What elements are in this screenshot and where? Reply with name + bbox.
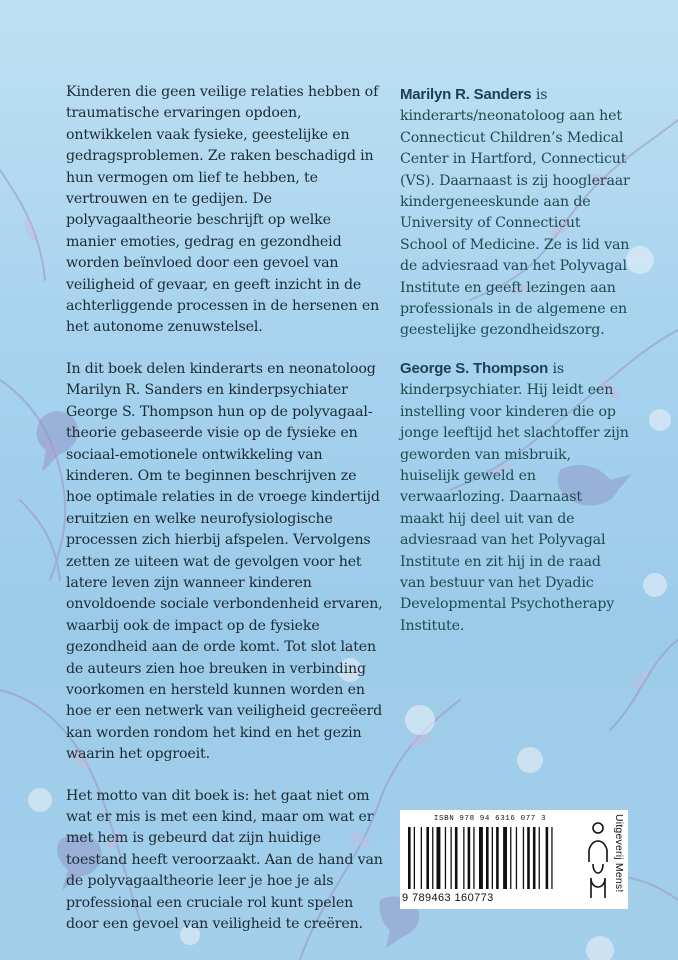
barcode-bar bbox=[473, 827, 474, 889]
barcode-bar bbox=[551, 827, 552, 889]
barcode-bar bbox=[455, 827, 458, 889]
flower bbox=[649, 409, 671, 431]
barcode-bar bbox=[527, 827, 530, 889]
barcode-bar bbox=[533, 827, 536, 889]
description-paragraph-3: Het motto van dit boek is: het gaat niet om wat er mis is met een kind, maar om wat er met hem is gebeurd dat zijn huidige toestand heeft veroorzaakt. Aan de hand van de polyvagaaltheorie leer je hoe je als professional een cruciale rol kunt spelen door een gevoel van veiligheid te creëren. bbox=[66, 787, 383, 933]
barcode-bar bbox=[463, 827, 464, 889]
flower bbox=[517, 747, 543, 773]
barcode-bar bbox=[421, 827, 422, 889]
branch-right-bottom bbox=[610, 640, 678, 730]
flower bbox=[626, 246, 654, 274]
description-paragraph-1: Kinderen die geen veilige relaties hebben of traumatische ervaringen opdoen, ontwikkelen vaak fysieke, geestelijke en gedragsproblemen. Ze raken beschadigd in hun vermogen om lief te hebben, te vertrouwen en te gedijen. De polyvagaaltheorie beschrijft op welke manier emoties, gedrag en gezondheid worden beïnvloed door een gevoel van veiligheid of gevaar, en geeft inzicht in de achterliggende processen in de hersenen en het autonome zenuwstelsel. bbox=[66, 84, 380, 336]
barcode-bar bbox=[486, 827, 489, 889]
flower bbox=[586, 936, 614, 960]
barcode-bar bbox=[408, 827, 411, 889]
barcode-bar bbox=[426, 827, 429, 889]
author-name-sanders: Marilyn R. Sanders bbox=[400, 86, 532, 103]
branch-top-left bbox=[0, 170, 45, 280]
barcode-icon bbox=[408, 827, 574, 891]
author-bio-text-sanders: is kinderarts/neonatoloog aan het Connecticut Children’s Medical Center in Hartford, Connecticut (VS). Daarnaast is zij hoogleraar kindergeneeskunde aan de University of Connecticut School of Medicine. Ze is lid van de adviesraad van het Polyvagal Institute en geeft lezingen aan professionals in de algemene en geestelijke gezondheidszorg. bbox=[400, 87, 630, 339]
barcode-bar bbox=[437, 827, 441, 889]
barcode-bar bbox=[523, 827, 524, 889]
barcode-bar bbox=[496, 827, 499, 889]
author-name-thompson: George S. Thompson bbox=[400, 359, 549, 377]
barcode-bar bbox=[510, 827, 511, 889]
author-bio-thompson bbox=[400, 358, 630, 637]
barcode-bar bbox=[539, 827, 540, 889]
barcode-bar bbox=[516, 827, 517, 889]
publisher-logo-icon bbox=[586, 820, 610, 900]
barcode-bar bbox=[492, 827, 493, 889]
barcode-bar bbox=[445, 827, 446, 889]
description-paragraph-2: In dit boek delen kinderarts en neonatoloog Marilyn R. Sanders en kinderpsychiater George S. Thompson hun op de polyvagaaltheorie gebaseerde visie op de fysieke en sociaal-emotionele ontwikkeling van kinderen. Om te beginnen beschrijven ze hoe optimale relaties in de vroege kindertijd eruitzien en welke neurofysiologische processen zich hierbij afspelen. Vervolgens zetten ze uiteen wat de gevolgen voor het latere leven zijn wanneer kinderen onvoldoende sociale verbondenheid ervaren, waarbij ook de impact op de fysieke gezondheid aan de orde komt. Tot slot laten de auteurs zien hoe breuken in verbinding voorkomen en hersteld kunnen worden en hoe er een netwerk van veiligheid gecreëerd kan worden rondom het kind en het gezin waarin het opgroeit. bbox=[66, 360, 383, 763]
flower bbox=[28, 788, 52, 812]
barcode-bar bbox=[451, 827, 452, 889]
flower bbox=[643, 573, 667, 597]
branch-left-mid bbox=[0, 380, 65, 580]
isbn-label: ISBN 978 94 6316 077 3 bbox=[433, 815, 547, 823]
barcode-bar bbox=[503, 827, 507, 889]
barcode-bar bbox=[479, 827, 483, 889]
author-bio-text-thompson: is kinderpsychiater. Hij leidt een instelling voor kinderen die op jonge leeftijd het slachtoffer zijn geworden van misbruik, huiselijk geweld en verwaarlozing. Daarnaast maakt hij deel uit van de adviesraad van het Polyvagal Institute en zit hij in de raad van bestuur van het Dyadic Developmental Psychotherapy Institute. bbox=[400, 360, 629, 634]
barcode-number: 9 789463 160773 bbox=[402, 892, 494, 904]
barcode-bar bbox=[414, 827, 415, 889]
barcode-bar bbox=[468, 827, 471, 889]
barcode-bar bbox=[432, 827, 433, 889]
barcode-bar bbox=[546, 827, 549, 889]
flower bbox=[405, 705, 435, 735]
publisher-name: Uitgeverij Mens! bbox=[613, 814, 625, 893]
author-bios-column bbox=[400, 84, 630, 653]
description-column bbox=[66, 82, 384, 955]
author-bio-sanders bbox=[400, 84, 630, 342]
barcode-panel bbox=[400, 810, 628, 909]
